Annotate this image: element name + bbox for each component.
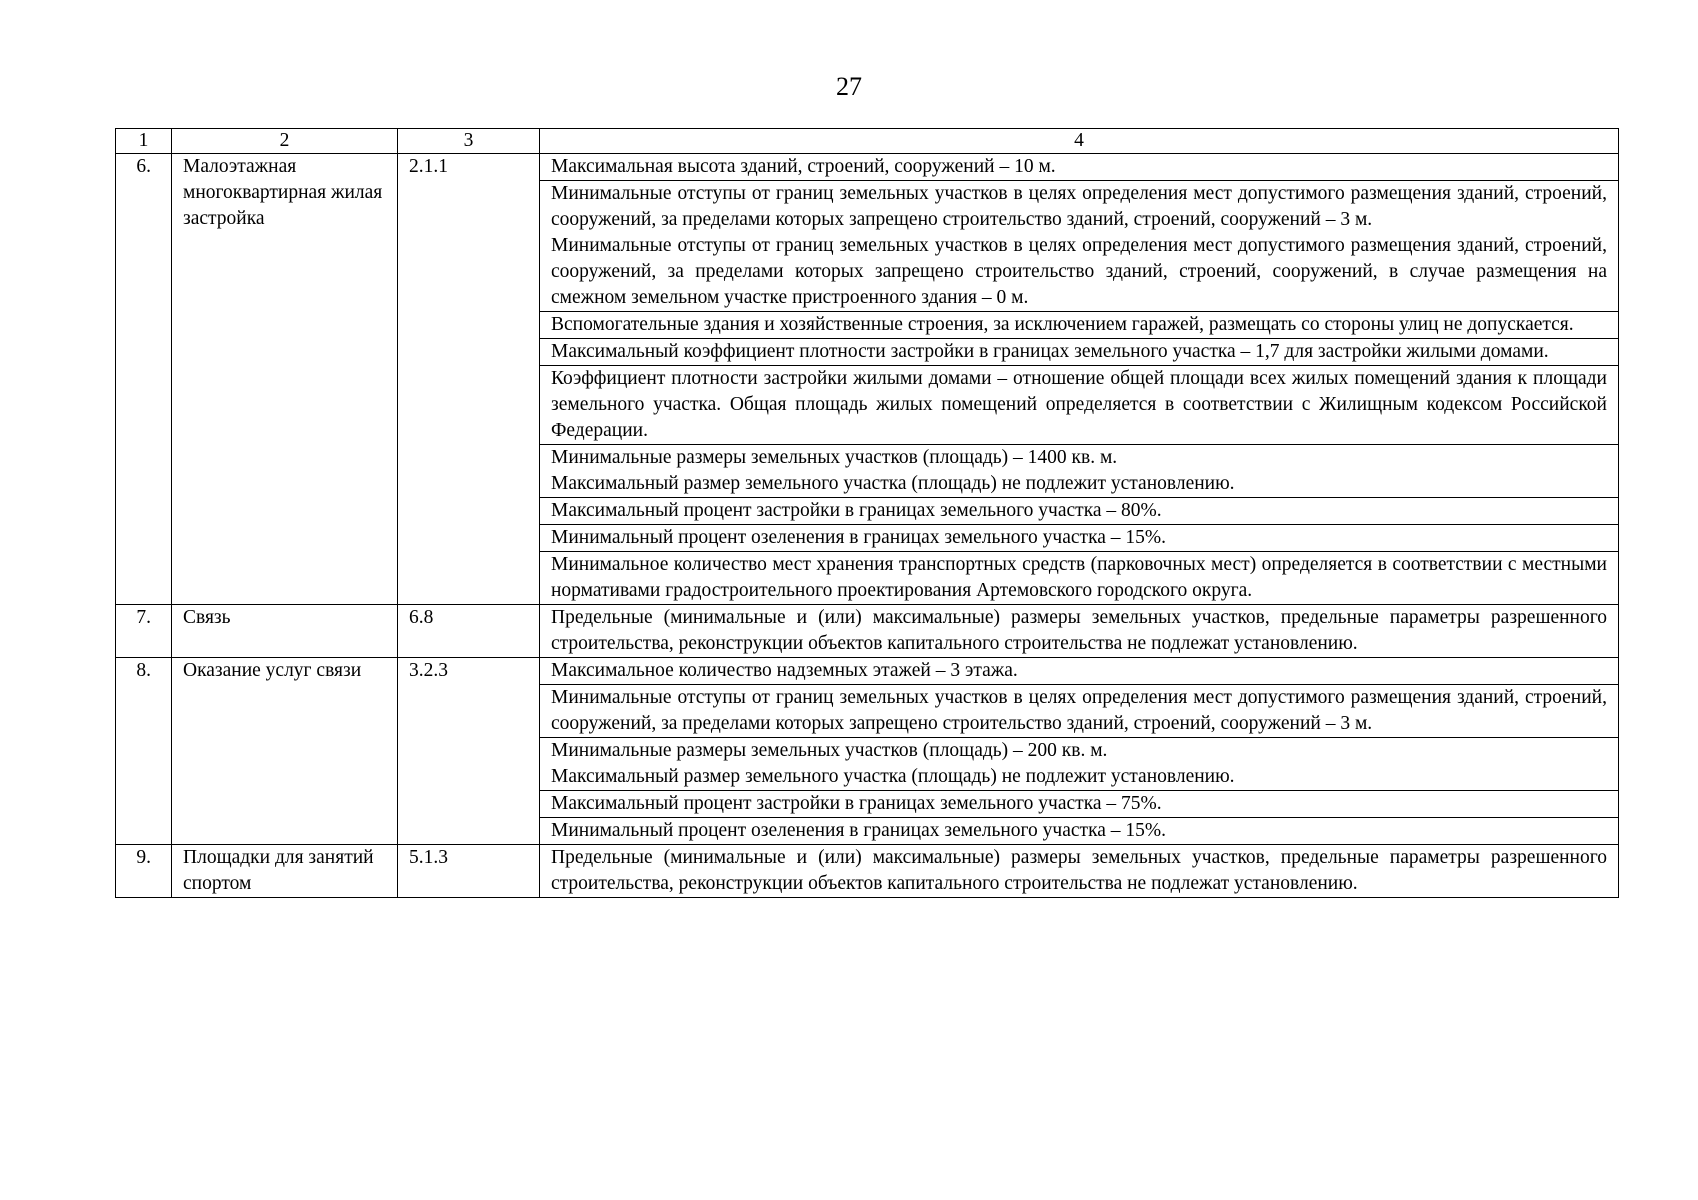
- table-row: [116, 658, 1619, 685]
- land-use-code: 3.2.3: [398, 658, 540, 845]
- parameter-cell: [540, 312, 1619, 339]
- row-number: 6.: [116, 154, 172, 605]
- parameter-cell: [540, 339, 1619, 366]
- regulations-table: [115, 128, 1619, 898]
- parameter-text: Минимальные размеры земельных участков (площадь) – 200 кв. м.: [551, 740, 1108, 761]
- parameter-cell: [540, 445, 1619, 498]
- table-row: [116, 605, 1619, 658]
- parameter-cell: [540, 181, 1619, 312]
- parameter-cell: [540, 498, 1619, 525]
- parameter-text: Коэффициент плотности застройки жилыми домами – отношение общей площади всех жилых помещений здания к площади земельного участка. Общая площадь жилых помещений определяется в соответствии с Жилищным кодексом Российской Федерации.: [551, 368, 1607, 441]
- parameter-text: Минимальный процент озеленения в границах земельного участка – 15%.: [551, 527, 1167, 548]
- page-number: 27: [836, 72, 862, 101]
- table-header-row: [116, 129, 1619, 154]
- column-header: 3: [398, 129, 540, 154]
- parameter-text: Максимальный размер земельного участка (площадь) не подлежит установлению.: [551, 473, 1235, 494]
- column-header: 1: [116, 129, 172, 154]
- parameter-text: Максимальный размер земельного участка (площадь) не подлежит установлению.: [551, 766, 1235, 787]
- parameter-cell: [540, 658, 1619, 685]
- column-header: 4: [540, 129, 1619, 154]
- land-use-code: 6.8: [398, 605, 540, 658]
- parameter-cell: [540, 818, 1619, 845]
- land-use-name: Оказание услуг связи: [172, 658, 398, 845]
- table-row: [116, 154, 1619, 181]
- column-header: 2: [172, 129, 398, 154]
- parameter-cell: [540, 605, 1619, 658]
- parameter-text: Максимальный процент застройки в границах земельного участка – 75%.: [551, 793, 1162, 814]
- parameter-cell: [540, 525, 1619, 552]
- parameter-text: Максимальное количество надземных этажей – 3 этажа.: [551, 660, 1018, 681]
- parameter-cell: [540, 154, 1619, 181]
- parameter-cell: [540, 685, 1619, 738]
- parameter-text: Минимальные отступы от границ земельных участков в целях определения мест допустимого размещения зданий, строений, сооружений, за пределами которых запрещено строительство зданий, строений, сооружений, в случае размещения на смежном земельном участке пристроенного здания – 0 м.: [551, 235, 1607, 308]
- parameter-text: Максимальный процент застройки в границах земельного участка – 80%.: [551, 500, 1162, 521]
- parameter-text: Минимальный процент озеленения в границах земельного участка – 15%.: [551, 820, 1167, 841]
- row-number: 8.: [116, 658, 172, 845]
- row-number: 9.: [116, 845, 172, 898]
- parameter-text: Минимальные отступы от границ земельных участков в целях определения мест допустимого размещения зданий, строений, сооружений, за пределами которых запрещено строительство зданий, строений, сооружений – 3 м.: [551, 183, 1607, 230]
- parameter-cell: [540, 366, 1619, 445]
- parameter-text: Минимальные размеры земельных участков (площадь) – 1400 кв. м.: [551, 447, 1118, 468]
- parameter-text: Вспомогательные здания и хозяйственные строения, за исключением гаражей, размещать со стороны улиц не допускается.: [551, 314, 1574, 335]
- parameter-text: Минимальное количество мест хранения транспортных средств (парковочных мест) определяется в соответствии с местными нормативами градостроительного проектирования Артемовского городского округа.: [551, 554, 1607, 601]
- land-use-name: Малоэтажная многоквартирная жилая застройка: [172, 154, 398, 605]
- parameter-text: Максимальная высота зданий, строений, сооружений – 10 м.: [551, 156, 1056, 177]
- land-use-name: Связь: [172, 605, 398, 658]
- parameter-cell: [540, 845, 1619, 898]
- land-use-code: 2.1.1: [398, 154, 540, 605]
- land-use-code: 5.1.3: [398, 845, 540, 898]
- parameter-text: Максимальный коэффициент плотности застройки в границах земельного участка – 1,7 для застройки жилыми домами.: [551, 341, 1549, 362]
- row-number: 7.: [116, 605, 172, 658]
- parameter-text: Предельные (минимальные и (или) максимальные) размеры земельных участков, предельные параметры разрешенного строительства, реконструкции объектов капитального строительства не подлежат установлению.: [551, 607, 1607, 654]
- parameter-text: Предельные (минимальные и (или) максимальные) размеры земельных участков, предельные параметры разрешенного строительства, реконструкции объектов капитального строительства не подлежат установлению.: [551, 847, 1607, 894]
- parameter-cell: [540, 552, 1619, 605]
- table-row: [116, 845, 1619, 898]
- parameter-cell: [540, 738, 1619, 791]
- land-use-name: Площадки для занятий спортом: [172, 845, 398, 898]
- parameter-cell: [540, 791, 1619, 818]
- parameter-text: Минимальные отступы от границ земельных участков в целях определения мест допустимого размещения зданий, строений, сооружений, за пределами которых запрещено строительство зданий, строений, сооружений – 3 м.: [551, 687, 1607, 734]
